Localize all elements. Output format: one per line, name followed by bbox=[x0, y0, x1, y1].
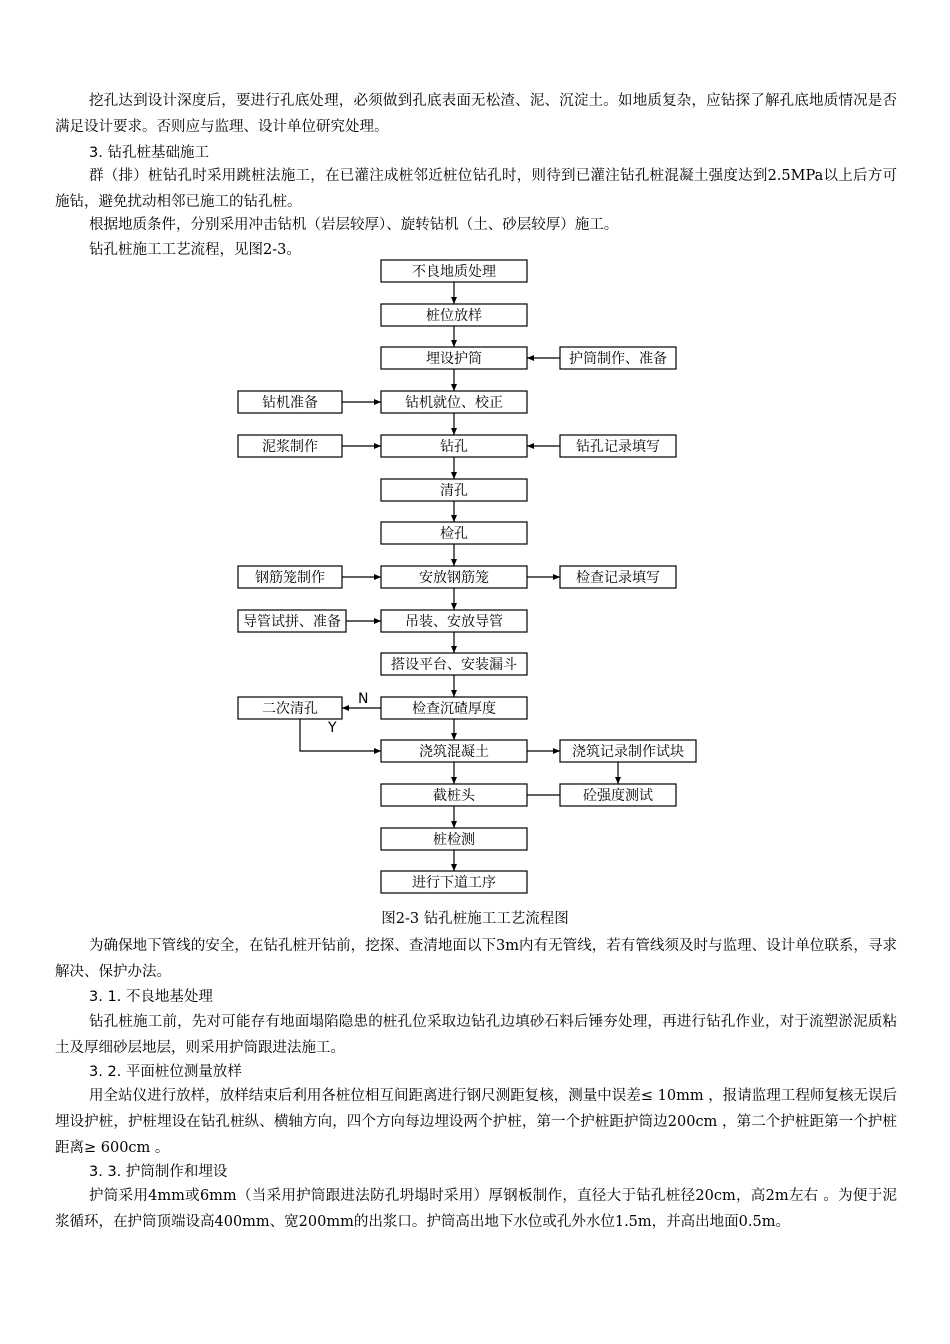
main-step-8-label: 安放钢筋笼 bbox=[419, 570, 489, 586]
figure-caption: 图2-3 钻孔桩施工工艺流程图 bbox=[381, 911, 569, 927]
main-step-7-label: 检孔 bbox=[440, 526, 468, 542]
drill-record-label: 钻孔记录填写 bbox=[576, 439, 660, 455]
n-label: N bbox=[358, 691, 369, 707]
mud-prep-label: 泥浆制作 bbox=[262, 439, 318, 455]
second-clean-label: 二次清孔 bbox=[262, 701, 318, 717]
main-step-9-label: 吊装、安放导管 bbox=[405, 614, 503, 630]
strength-test-label: 砼强度测试 bbox=[583, 788, 653, 804]
main-step-1-label: 不良地质处理 bbox=[412, 264, 496, 280]
main-step-3-label: 埋设护筒 bbox=[426, 351, 482, 367]
main-step-6-label: 清孔 bbox=[440, 483, 468, 499]
pour-record-label: 浇筑记录制作试块 bbox=[572, 744, 684, 760]
heading-pile-layout: 3. 2. 平面桩位测量放样 bbox=[89, 1064, 242, 1080]
paragraph-casing: 护筒采用4mm或6mm（当采用护筒跟进法防孔坍塌时采用）厚钢板制作，直径大于钻孔桩径20cm，高2m左右 。为便于泥浆循环，在护筒顶端设高400mm、宽200mm的出浆口。护筒高出地下水位或孔外水位1.5m，并高出地面0.5m。 bbox=[55, 1188, 897, 1230]
pipe-prep-label: 导管试拼、准备 bbox=[243, 614, 341, 630]
paragraph-flow-ref: 钻孔桩施工工艺流程，见图2-3。 bbox=[89, 242, 301, 258]
drill-prep-label: 钻机准备 bbox=[262, 395, 318, 411]
paragraph-pipeline-safety: 为确保地下管线的安全，在钻孔桩开钻前，挖探、查清地面以下3m内有无管线，若有管线须及时与监理、设计单位联系，寻求解决、保护办法。 bbox=[55, 938, 897, 980]
main-step-15-label: 进行下道工序 bbox=[412, 875, 496, 891]
main-step-12-label: 浇筑混凝土 bbox=[419, 744, 489, 760]
cage-prep-label: 钢筋笼制作 bbox=[255, 570, 325, 586]
paragraph-pile-layout: 用全站仪进行放样，放样结束后利用各桩位相互间距离进行钢尺测距复核，测量中误差≤ 10mm ，报请监理工程师复核无误后埋设护桩，护桩埋设在钻孔桩纵、横轴方向，四个方向每边埋设两个护桩，第一个护桩距护筒边200cm ，第二个护桩距第一个护桩距离≥ 600cm 。 bbox=[55, 1088, 897, 1156]
heading-bored-pile: 3. 钻孔桩基础施工 bbox=[89, 145, 209, 161]
casing-prep-label: 护筒制作、准备 bbox=[569, 351, 667, 367]
main-step-5-label: 钻孔 bbox=[440, 439, 468, 455]
heading-poor-foundation: 3. 1. 不良地基处理 bbox=[89, 989, 213, 1005]
check-record-label: 检查记录填写 bbox=[576, 570, 660, 586]
paragraph-poor-foundation: 钻孔桩施工前，先对可能存有地面塌陷隐患的桩孔位采取边钻孔边填砂石料后锤夯处理，再进行钻孔作业，对于流塑淤泥质粘土及厚细砂层地层，则采用护筒跟进法施工。 bbox=[55, 1014, 897, 1056]
y-label: Y bbox=[328, 720, 337, 736]
paragraph-drill-types: 根据地质条件，分别采用冲击钻机（岩层较厚）、旋转钻机（土、砂层较厚）施工。 bbox=[89, 217, 619, 233]
main-step-2-label: 桩位放样 bbox=[426, 308, 482, 324]
main-step-11-label: 检查沉碴厚度 bbox=[412, 701, 496, 717]
paragraph-skip-pile: 群（排）桩钻孔时采用跳桩法施工，在已灌注成桩邻近桩位钻孔时，则待到已灌注钻孔桩混凝土强度达到2.5MPa以上后方可施钻，避免扰动相邻已施工的钻孔桩。 bbox=[55, 168, 897, 210]
main-step-4-label: 钻机就位、校正 bbox=[405, 395, 503, 411]
paragraph-hole-bottom: 挖孔达到设计深度后，要进行孔底处理，必须做到孔底表面无松渣、泥、沉淀土。如地质复杂，应钻探了解孔底地质情况是否满足设计要求。否则应与监理、设计单位研究处理。 bbox=[55, 93, 897, 135]
main-step-10-label: 搭设平台、安装漏斗 bbox=[391, 657, 517, 673]
main-step-14-label: 桩检测 bbox=[433, 832, 475, 848]
heading-casing: 3. 3. 护筒制作和埋设 bbox=[89, 1164, 228, 1180]
y-branch-arrow bbox=[300, 719, 381, 751]
main-step-13-label: 截桩头 bbox=[433, 788, 475, 804]
